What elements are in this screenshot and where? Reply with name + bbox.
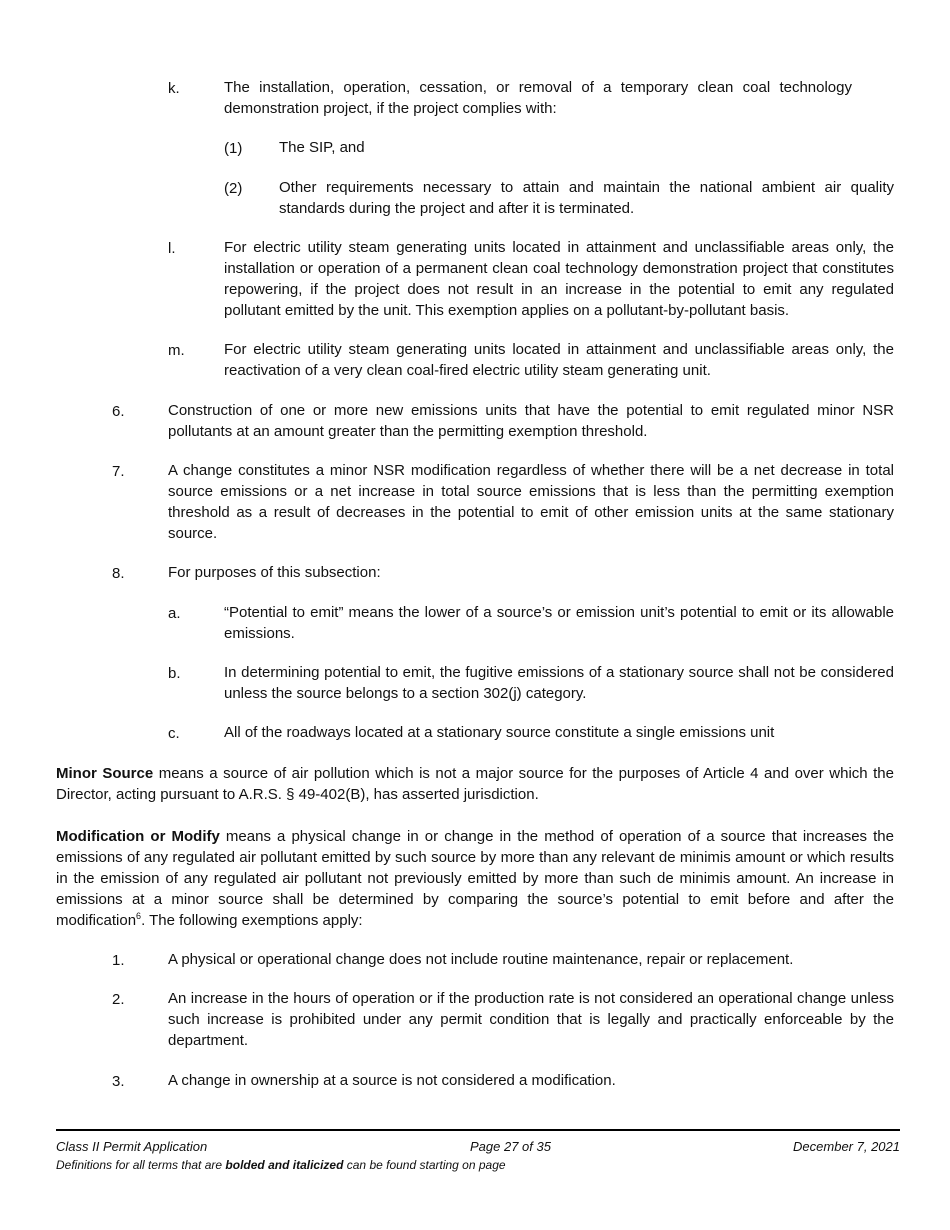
list-marker: 6. <box>112 403 125 420</box>
defined-term: Modification or Modify <box>56 828 220 845</box>
list-item-text: The SIP, and <box>279 139 365 156</box>
list-item-text: An increase in the hours of operation or if the production rate is not considered an operational change unless such increase is prohibited under any permit condition that is legally and practically enforceable by the department. <box>168 990 894 1049</box>
list-item-text: A change in ownership at a source is not considered a modification. <box>168 1072 616 1089</box>
list-marker: 7. <box>112 463 125 480</box>
list-marker: 2. <box>112 991 125 1008</box>
list-item-text: A change constitutes a minor NSR modification regardless of whether there will be a net decrease in total source emissions or a net increase in total source emissions that is less than the permitting exemption threshold as a result of decreases in the potential to emit of other emission units at the same stationary source. <box>168 462 894 542</box>
definition-text-tail: . The following exemptions apply: <box>141 912 363 929</box>
list-item-text: For electric utility steam generating units located in attainment and unclassifiable areas only, the installation or operation of a permanent clean coal technology demonstration project that constitutes repowering, if the project does not result in an increase in the potential to emit any regulated pollutant emitted by the unit. This exemption applies on a pollutant-by-pollutant basis. <box>224 239 894 319</box>
list-marker: l. <box>168 240 176 257</box>
footer-doc-title: Class II Permit Application <box>56 1139 208 1154</box>
list-marker: 8. <box>112 565 125 582</box>
definition-text: means a source of air pollution which is not a major source for the purposes of Article 4 and over which the Director, acting pursuant to A.R.S. § 49-402(B), has asserted jurisdiction. <box>56 765 894 803</box>
footer-date: December 7, 2021 <box>793 1139 900 1154</box>
list-item-text: Other requirements necessary to attain and maintain the national ambient air quality standards during the project and after it is terminated. <box>279 179 894 217</box>
list-item-text: All of the roadways located at a stationary source constitute a single emissions unit <box>224 724 775 741</box>
footnote-reference[interactable]: 6 <box>136 911 142 921</box>
footer-divider <box>56 1129 900 1131</box>
list-marker: b. <box>168 665 181 682</box>
list-item-text: Construction of one or more new emissions units that have the potential to emit regulated minor NSR pollutants at an amount greater than the permitting exemption threshold. <box>168 402 894 440</box>
footer-page-number: Page 27 of 35 <box>470 1139 551 1154</box>
definition-minor-source <box>56 763 894 805</box>
list-item-text: “Potential to emit” means the lower of a source’s or emission unit’s potential to emit or its allowable emissions. <box>224 604 894 642</box>
list-item-text: The installation, operation, cessation, or removal of a temporary clean coal technology demonstration project, if the project complies with: <box>224 79 852 117</box>
footer-note-bold: bolded and italicized <box>225 1158 344 1172</box>
footer-note-suffix: can be found starting on page <box>343 1158 506 1172</box>
list-marker: a. <box>168 605 181 622</box>
list-item-text: For purposes of this subsection: <box>168 564 381 581</box>
list-item-text: A physical or operational change does not include routine maintenance, repair or replacement. <box>168 951 794 968</box>
list-marker: c. <box>168 725 180 742</box>
list-marker: m. <box>168 342 185 359</box>
list-marker: (1) <box>224 140 243 157</box>
footer-note-prefix: Definitions for all terms that are <box>56 1158 226 1172</box>
footer-note <box>56 1157 506 1173</box>
list-marker: k. <box>168 80 180 97</box>
list-marker: 3. <box>112 1073 125 1090</box>
definition-text: means a physical change in or change in the method of operation of a source that increases the emissions of any regulated air pollutant emitted by such source by more than any relevant de minimis amount or which results in the emission of any regulated air pollutant not previously emitted by more than such de minimis amount. An increase in emissions at a minor source shall be determined by comparing the source’s potential to emit before and after the modification <box>56 828 894 929</box>
definition-modification <box>56 826 894 931</box>
list-item-text: For electric utility steam generating units located in attainment and unclassifiable areas only, the reactivation of a very clean coal-fired electric utility steam generating unit. <box>224 341 894 379</box>
list-marker: 1. <box>112 952 125 969</box>
list-item-text: In determining potential to emit, the fugitive emissions of a stationary source shall not be considered unless the source belongs to a section 302(j) category. <box>224 664 894 702</box>
defined-term: Minor Source <box>56 765 154 782</box>
list-marker: (2) <box>224 180 243 197</box>
